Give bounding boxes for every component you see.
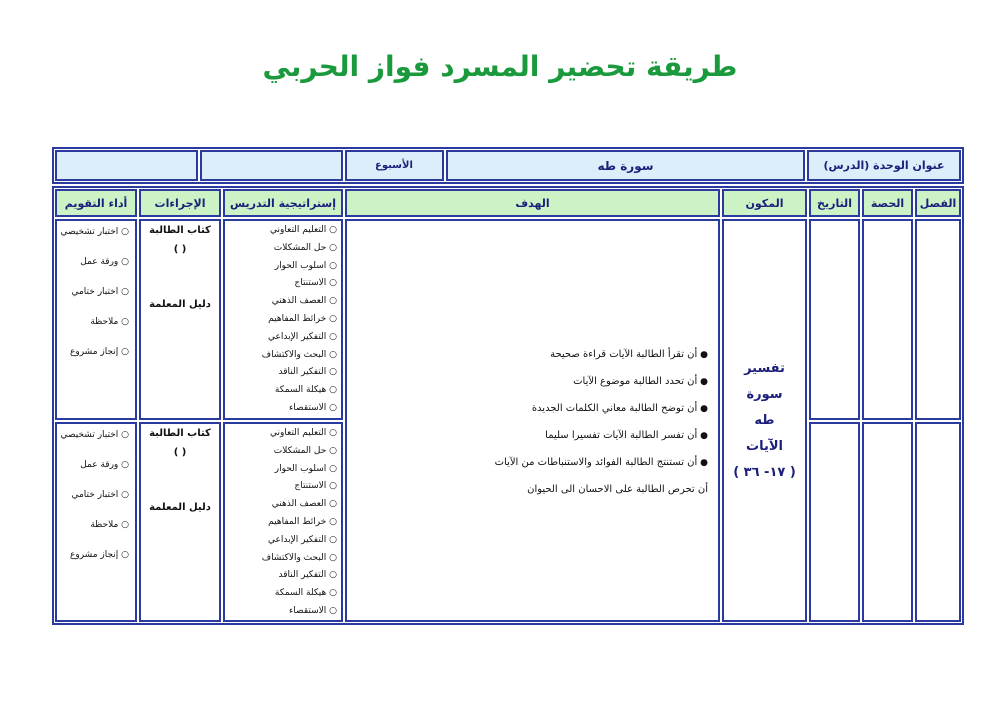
period-cell-1: [862, 219, 913, 420]
teacher-guide-text: دليل المعلمة: [149, 299, 211, 310]
teacher-guide-text: دليل المعلمة: [149, 502, 211, 513]
assessment-item: ○ اختبار تشخيصي: [57, 217, 135, 247]
goal-item: أن تحرص الطالبة على الاحسان الى الحيوان: [527, 484, 708, 495]
strategy-item: ○ اسلوب الحوار: [225, 258, 341, 276]
goal-cell: [345, 219, 720, 622]
strategy-item: ○ التعليم التعاوني: [225, 222, 341, 240]
header-date: التاريخ: [809, 189, 860, 217]
week-value-blank: [200, 150, 343, 181]
strategy-item: ○ التفكير الإبداعي: [225, 532, 341, 550]
goal-item: ● أن تستنتج الطالبة الفوائد والاستنباطات من الآيات: [347, 449, 718, 476]
strategy-item: ○ الاستقصاء: [225, 400, 341, 418]
assessment-item: ○ اختبار ختامي: [57, 480, 135, 510]
strategy-cell-2: [223, 422, 343, 622]
strategy-item: ○ التعليم التعاوني: [225, 425, 341, 443]
component-line: تفسير سورة: [744, 360, 785, 402]
assessment-item: ○ ورقة عمل: [57, 450, 135, 480]
top-blank-cell: [55, 150, 198, 181]
goal-item: ● أن تحدد الطالبة موضوع الآيات: [347, 368, 718, 395]
strategy-item: ○ خرائط المفاهيم: [225, 514, 341, 532]
assessment-item: ○ اختبار تشخيصي: [57, 420, 135, 450]
assessment-list: [57, 217, 135, 367]
student-book-text: كتاب الطالبة: [149, 225, 211, 236]
reference-parentheses: ( ): [173, 244, 187, 255]
assessment-item: ○ ورقة عمل: [57, 247, 135, 277]
class-cell-1: [915, 219, 961, 420]
component-cell: [722, 219, 807, 622]
assessment-cell-2: [55, 422, 137, 622]
date-cell-1: [809, 219, 860, 420]
goal-item: ● أن تفسر الطالبة الآيات تفسيرا سليما: [347, 422, 718, 449]
procedures-cell-2: [139, 422, 221, 622]
component-line: طه: [754, 412, 775, 428]
header-procedures: الإجراءات: [139, 189, 221, 217]
header-strategy: إستراتيجية التدريس: [223, 189, 343, 217]
header-component: المكون: [722, 189, 807, 217]
strategy-item: ○ هيكلة السمكة: [225, 382, 341, 400]
assessment-item: ○ ملاحظة: [57, 307, 135, 337]
assessment-list: [57, 420, 135, 570]
strategy-list: [225, 222, 341, 418]
assessment-item: ○ اختبار ختامي: [57, 277, 135, 307]
strategy-item: ○ البحث والاكتشاف: [225, 550, 341, 568]
component-line: الآيات: [746, 438, 783, 454]
date-cell-2: [809, 422, 860, 622]
reference-parentheses: ( ): [173, 447, 187, 458]
goals-list: [347, 341, 718, 503]
goal-item: ● أن توضح الطالبة معاني الكلمات الجديدة: [347, 395, 718, 422]
period-cell-2: [862, 422, 913, 622]
strategy-item: ○ الاستنتاج: [225, 478, 341, 496]
procedures-cell-1: [139, 219, 221, 420]
strategy-item: ○ العصف الذهني: [225, 496, 341, 514]
strategy-item: ○ هيكلة السمكة: [225, 585, 341, 603]
header-goal: الهدف: [345, 189, 720, 217]
strategy-item: ○ العصف الذهني: [225, 293, 341, 311]
component-line: ( ١٧- ٣٦ ): [733, 464, 796, 480]
assessment-item: ○ إنجاز مشروع: [57, 540, 135, 570]
strategy-item: ○ خرائط المفاهيم: [225, 311, 341, 329]
strategy-item: ○ حل المشكلات: [225, 240, 341, 258]
lesson-title: سورة طه: [446, 150, 805, 181]
component-text: [724, 356, 805, 486]
strategy-item: ○ الاستنتاج: [225, 275, 341, 293]
header-class: الفصل: [915, 189, 961, 217]
strategy-cell-1: [223, 219, 343, 420]
student-book-text: كتاب الطالبة: [149, 428, 211, 439]
goal-item: ● أن تقرأ الطالبة الآيات قراءة صحيحة: [347, 341, 718, 368]
assessment-item: ○ إنجاز مشروع: [57, 337, 135, 367]
assessment-item: ○ ملاحظة: [57, 510, 135, 540]
unit-title-label: عنوان الوحدة (الدرس): [807, 150, 961, 181]
week-label: الأسبوع: [345, 150, 444, 181]
strategy-item: ○ التفكير الإبداعي: [225, 329, 341, 347]
strategy-item: ○ البحث والاكتشاف: [225, 347, 341, 365]
header-period: الحصة: [862, 189, 913, 217]
class-cell-2: [915, 422, 961, 622]
strategy-list: [225, 425, 341, 621]
strategy-item: ○ حل المشكلات: [225, 443, 341, 461]
header-assessment: أداء التقويم: [55, 189, 137, 217]
page-title: طريقة تحضير المسرد فواز الحربي: [262, 50, 738, 83]
strategy-item: ○ اسلوب الحوار: [225, 461, 341, 479]
assessment-cell-1: [55, 219, 137, 420]
strategy-item: ○ التفكير الناقد: [225, 364, 341, 382]
strategy-item: ○ التفكير الناقد: [225, 567, 341, 585]
strategy-item: ○ الاستقصاء: [225, 603, 341, 621]
